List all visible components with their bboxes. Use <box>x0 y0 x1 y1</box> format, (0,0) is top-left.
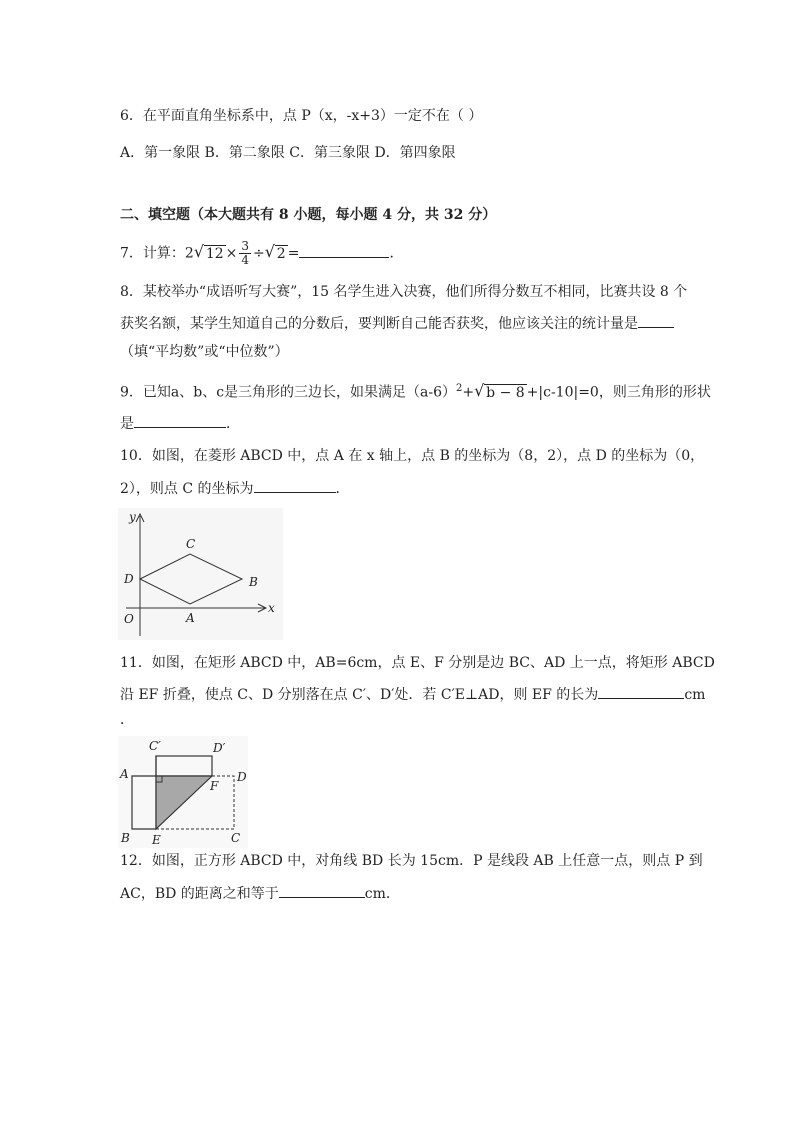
q7-coef: 2 <box>184 245 194 262</box>
label-a: A <box>120 767 129 781</box>
figure-background <box>118 508 283 640</box>
q7-equals: = <box>287 245 300 262</box>
label-y: y <box>129 510 136 524</box>
q7-suffix: ． <box>389 245 404 262</box>
q9-line1-a: 9．已知a、b、c是三角形的三边长，如果满足（a-6） <box>120 384 457 401</box>
label-o: O <box>124 612 134 626</box>
label-b: B <box>121 831 130 845</box>
q10-line2-text: 2），则点 C 的坐标为 <box>120 481 254 497</box>
q10-line2 <box>120 478 350 499</box>
q6-options: A．第一象限 B．第二象限 C．第三象限 D．第四象限 <box>120 145 456 161</box>
q7-sqrt-2: √ 2 <box>264 241 286 262</box>
q11-answer-blank[interactable] <box>598 684 684 699</box>
q7-prefix: 7．计算： <box>120 245 185 262</box>
label-e: E <box>152 833 161 847</box>
q9-line2 <box>120 413 240 434</box>
label-x: x <box>268 601 275 615</box>
q7-frac-num: 3 <box>241 239 250 253</box>
q10-figure <box>118 508 283 644</box>
q9-line2-text: 是 <box>120 416 134 432</box>
label-d: D <box>237 770 247 784</box>
q10-line1: 10．如图，在菱形 ABCD 中，点 A 在 x 轴上，点 B 的坐标为（8，2），点 D 的坐标为（0， <box>120 448 705 464</box>
q8-line2-text: 获奖名额，某学生知道自己的分数后，要判断自己能否获奖，他应该关注的统计量是 <box>120 316 638 332</box>
q6-stem: 6．在平面直角坐标系中，点 P（x，-x+3）一定不在（ ） <box>120 108 483 124</box>
label-d: D <box>124 572 134 586</box>
q11-line2 <box>120 684 705 705</box>
rhombus-diagram <box>118 508 283 640</box>
section-title: 二、填空题（本大题共有 8 小题，每小题 4 分，共 32 分） <box>120 207 497 223</box>
q12-answer-blank[interactable] <box>279 883 365 898</box>
q12-line2-text: AC，BD 的距离之和等于 <box>120 886 279 902</box>
q9-line1 <box>120 379 711 403</box>
label-f: F <box>210 779 219 793</box>
label-b: B <box>249 575 258 589</box>
q7-answer-blank[interactable] <box>299 243 389 258</box>
q11-line3: ． <box>120 712 134 728</box>
q11-line1: 11．如图，在矩形 ABCD 中，AB=6cm，点 E、F 分别是边 BC、AD 上一点，将矩形 ABCD <box>120 655 715 671</box>
q9-plus: + <box>462 384 475 401</box>
q8-line1: 8．某校举办“成语听写大赛”，15 名学生进入决赛，他们所得分数互不相同，比赛共设 8 个 <box>120 284 688 300</box>
q9-line1-b: +|c-10|=0，则三角形的形状 <box>526 384 711 401</box>
label-c1: C′ <box>149 739 161 753</box>
q9-superscript: 2 <box>456 383 463 394</box>
q7-times: × <box>225 245 238 262</box>
q7 <box>120 240 403 267</box>
q7-divide: ÷ <box>253 245 265 262</box>
folded-rectangle-diagram <box>118 736 248 848</box>
q11-line2-unit: cm <box>684 687 706 703</box>
q12-line2-end: cm． <box>364 886 400 902</box>
q7-radicand-12: 12 <box>205 245 224 262</box>
label-c: C <box>186 537 196 551</box>
q9-radicand: b − 8 <box>486 384 525 401</box>
q8-line3: （填“平均数”或“中位数”） <box>120 344 289 360</box>
q12-line2 <box>120 883 400 904</box>
q10-line2-end: ． <box>335 481 350 497</box>
q7-sqrt-12: √ 12 <box>193 241 224 262</box>
q9-line2-end: ． <box>226 416 240 432</box>
q10-answer-blank[interactable] <box>254 478 336 493</box>
label-a: A <box>186 611 195 625</box>
q8-line2 <box>120 313 674 334</box>
q7-frac-den: 4 <box>241 253 250 267</box>
q8-answer-blank[interactable] <box>638 313 674 328</box>
q7-fraction <box>239 240 251 267</box>
q11-line2-text: 沿 EF 折叠，使点 C、D 分别落在点 C′、D′处．若 C′E⊥AD，则 EF 的长为 <box>120 687 599 703</box>
q7-radicand-2: 2 <box>276 245 286 262</box>
q12-line1: 12．如图，正方形 ABCD 中，对角线 BD 长为 15cm．P 是线段 AB 上任意一点，则点 P 到 <box>120 853 703 869</box>
label-c: C <box>231 831 241 845</box>
q9-sqrt: √ b − 8 <box>474 380 525 401</box>
q11-figure <box>118 736 248 852</box>
label-d1: D′ <box>213 741 226 755</box>
q9-answer-blank[interactable] <box>134 413 226 428</box>
